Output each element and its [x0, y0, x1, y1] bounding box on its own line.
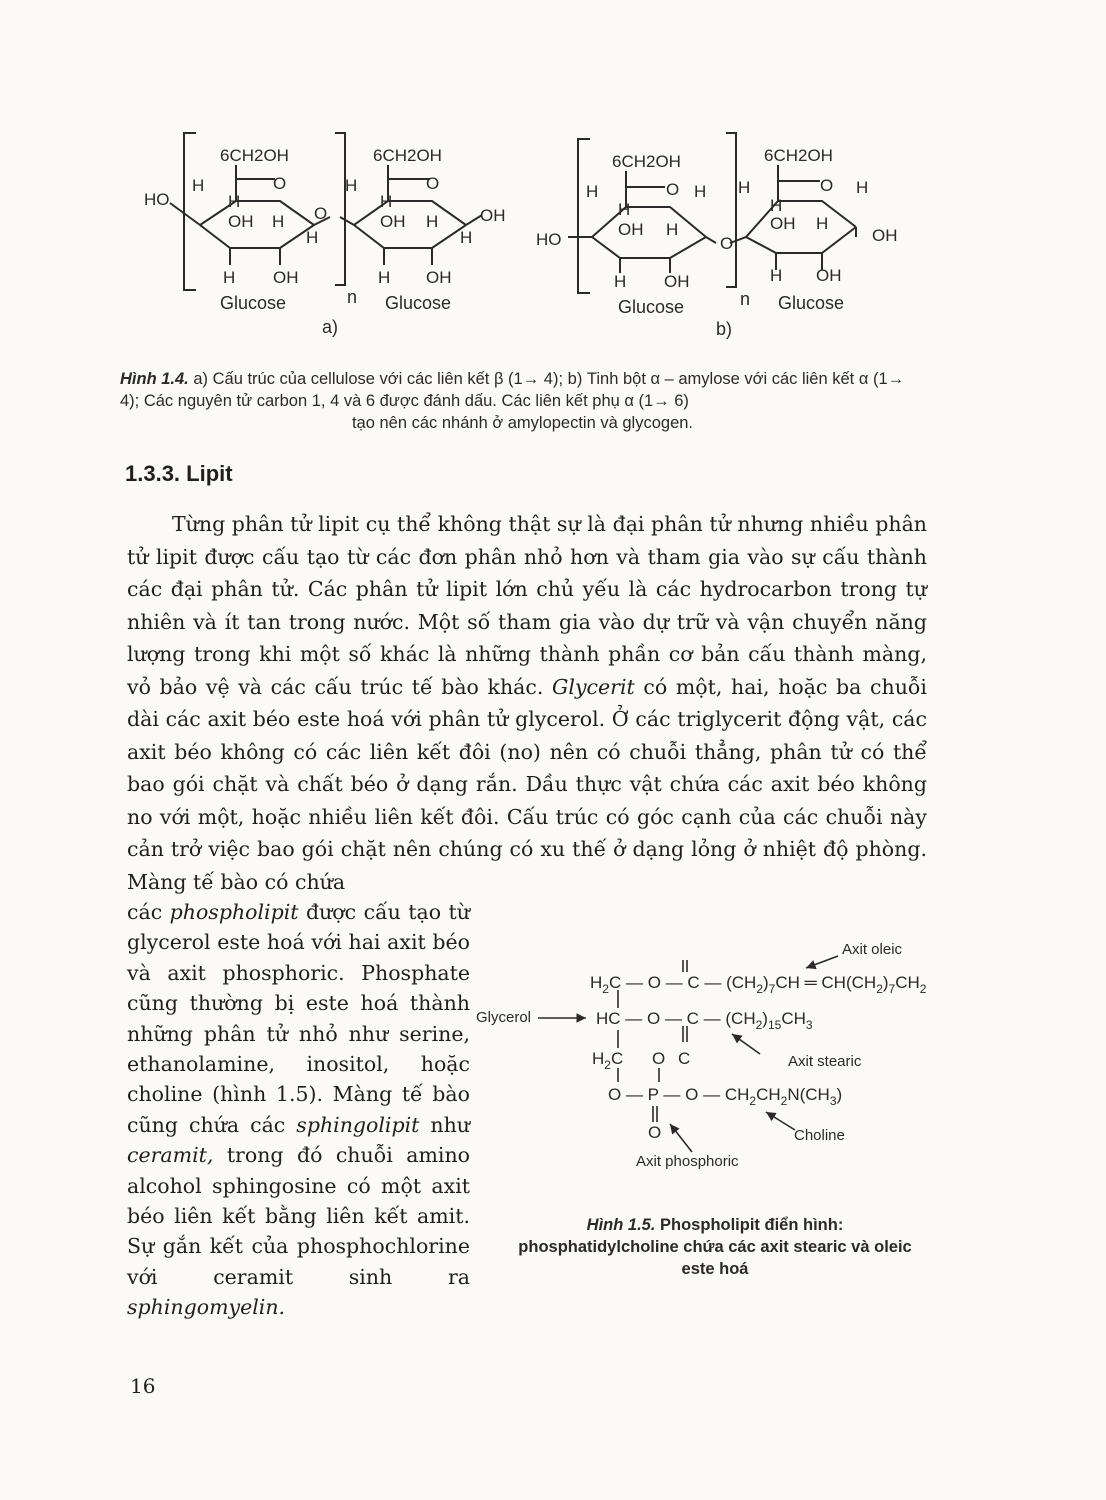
svg-text:C: C: [678, 1049, 691, 1068]
svg-text:O: O: [666, 180, 680, 199]
figure-1-4-caption-line3: tạo nên các nhánh ở amylopectin và glycogen.: [351, 414, 694, 432]
svg-text:OH: OH: [872, 226, 898, 245]
svg-text:H: H: [380, 192, 393, 211]
fig-a-glucose-1: Glucose: [220, 293, 287, 313]
para-text-2: có một, hai, hoặc ba chuỗi dài các axit béo este hoá với phân tử glycerol. Ở các triglycerit động vật, các axit béo không có các liên kết đôi (no) nên có chuỗi thẳng, phân tử có thể bao gói chặt và chất béo ở dạng rắn. Dầu thực vật chứa các axit béo không no với một, hoặc nhiều liên kết đôi. Cấu trúc có góc cạnh của các chuỗi này cản trở việc bao gói chặt nên chúng có xu thế ở dạng lỏng ở nhiệt độ phòng. Màng tế bào có chứa: [127, 674, 927, 894]
term-ceramit: ceramit,: [127, 1143, 214, 1168]
svg-text:H: H: [618, 200, 631, 219]
svg-text:H: H: [228, 192, 241, 211]
svg-text:H: H: [460, 228, 473, 247]
term-sphingomyelin: sphingomyelin.: [127, 1295, 286, 1320]
svg-text:H: H: [738, 178, 751, 197]
fig-a-glucose-2: Glucose: [385, 293, 452, 313]
figure-1-5-caption-text: Phospholipit điển hình: phosphatidylcholine chứa các axit stearic và oleic este hoá: [518, 1216, 912, 1278]
svg-text:H: H: [272, 212, 285, 231]
svg-text:H2C — O — C — (CH2)7CH ═ CH(CH: $H_2C$ — O — C — $(CH_2)_7CH$ ═ $CH(CH_2)_7CH_2$: [590, 973, 927, 996]
fig-a-ch2oh-1: 6CH2OH: [220, 146, 289, 165]
fig-b-glucose-2: Glucose: [778, 293, 845, 313]
fig-a-label: a): [322, 317, 339, 337]
figure-1-4: [130, 125, 920, 340]
svg-text:OH: OH: [664, 272, 690, 291]
svg-text:H: H: [586, 182, 599, 201]
figure-1-5: [470, 930, 940, 1180]
svg-text:O: O: [648, 1123, 662, 1142]
svg-text:O — P — O — CH2CH2N(CH3): O — P — O — $CH_2CH_2N(CH_3)$: [608, 1085, 843, 1108]
figure-1-4-caption-label: Hình 1.4.: [120, 370, 189, 388]
svg-text:H: H: [192, 176, 205, 195]
svg-text:HO: HO: [536, 230, 562, 249]
fig-b-ch2oh-2: 6CH2OH: [764, 146, 833, 165]
svg-text:H: H: [378, 268, 391, 287]
label-choline: Choline: [794, 1127, 845, 1144]
label-axit-phosphoric: Axit phosphoric: [636, 1153, 739, 1170]
svg-text:H: H: [770, 266, 783, 285]
fig-a-n: n: [347, 287, 358, 307]
label-axit-oleic: Axit oleic: [842, 941, 903, 958]
svg-text:O: O: [652, 1049, 666, 1068]
fig-b-label: b): [716, 319, 733, 339]
svg-text:OH: OH: [480, 206, 506, 225]
svg-text:H2C: $H_2C$: [592, 1049, 624, 1072]
svg-text:O: O: [273, 174, 287, 193]
fig-b-ch2oh-1: 6CH2OH: [612, 152, 681, 171]
fig-a-ch2oh-2: 6CH2OH: [373, 146, 442, 165]
svg-text:H: H: [694, 182, 707, 201]
svg-text:H: H: [614, 272, 627, 291]
svg-text:O: O: [820, 176, 834, 195]
svg-text:HO: HO: [144, 190, 170, 209]
fig-b-glucose-1: Glucose: [618, 297, 685, 317]
body-paragraph-1: [127, 508, 927, 898]
para2-text-3: như: [419, 1112, 471, 1137]
fig-b-n: n: [740, 289, 751, 309]
svg-text:OH: OH: [770, 214, 796, 233]
svg-text:O: O: [314, 204, 328, 223]
svg-text:OH: OH: [228, 212, 254, 231]
figure-1-5-caption-label: Hình 1.5.: [586, 1216, 656, 1234]
svg-text:OH: OH: [273, 268, 299, 287]
svg-text:H: H: [306, 228, 319, 247]
figure-1-5-caption: [510, 1214, 920, 1280]
svg-text:H: H: [666, 220, 679, 239]
svg-text:O: O: [720, 234, 734, 253]
page-number: 16: [130, 1374, 156, 1398]
svg-text:H: H: [770, 196, 783, 215]
para2-text-2: được cấu tạo từ glycerol este hoá với hai axit béo và axit phosphoric. Phosphate cũng thường bị este hoá thành những phân tử nhỏ như serine, ethanolamine, inositol, hoặc choline (hình 1.5). Màng tế bào cũng chứa các: [127, 900, 470, 1137]
svg-text:H: H: [426, 212, 439, 231]
para2-text-4: trong đó chuỗi amino alcohol sphingosine có một axit béo liên kết bằng liên kết amit. Sự gắn kết của phosphochlorine với ceramit sinh ra: [127, 1143, 470, 1289]
figure-1-4-caption-text: a) Cấu trúc của cellulose với các liên kết β (1→ 4); b) Tinh bột α – amylose với các liên kết α (1→ 4); Các nguyên tử carbon 1, 4 và 6 được đánh dấu. Các liên kết phụ α (1→ 6): [120, 370, 905, 410]
svg-text:H: H: [816, 214, 829, 233]
label-axit-stearic: Axit stearic: [788, 1053, 862, 1070]
term-sphingolipit: sphingolipit: [296, 1112, 420, 1137]
para-text-1: Từng phân tử lipit cụ thể không thật sự là đại phân tử nhưng nhiều phân tử lipit được cấu tạo từ các đơn phân nhỏ hơn và tham gia vào sự cấu thành các đại phân tử. Các phân tử lipit lớn chủ yếu là các hydrocarbon trong tự nhiên và ít tan trong nước. Một số tham gia vào dự trữ và vận chuyển năng lượng trong khi một số khác là những thành phần cơ bản cấu thành màng, vỏ bảo vệ và các cấu trúc tế bào khác.: [127, 512, 927, 699]
term-glycerit: Glycerit: [552, 674, 635, 699]
label-glycerol: Glycerol: [476, 1009, 532, 1026]
svg-text:H: H: [856, 178, 869, 197]
svg-text:H: H: [345, 176, 358, 195]
svg-text:HC — O — C — (CH2)15CH3: HC — O — C — $(CH_2)_{15}CH_3$: [596, 1009, 813, 1032]
svg-text:H: H: [223, 268, 236, 287]
body-paragraph-2: [127, 897, 470, 1323]
svg-text:OH: OH: [618, 220, 644, 239]
para2-text-1: các: [127, 900, 170, 924]
term-phospholipit: phospholipit: [169, 900, 299, 924]
svg-text:OH: OH: [426, 268, 452, 287]
svg-text:OH: OH: [816, 266, 842, 285]
section-heading: 1.3.3. Lipit: [125, 461, 233, 486]
svg-text:O: O: [426, 174, 440, 193]
svg-text:OH: OH: [380, 212, 406, 231]
figure-1-4-caption: [120, 368, 925, 434]
